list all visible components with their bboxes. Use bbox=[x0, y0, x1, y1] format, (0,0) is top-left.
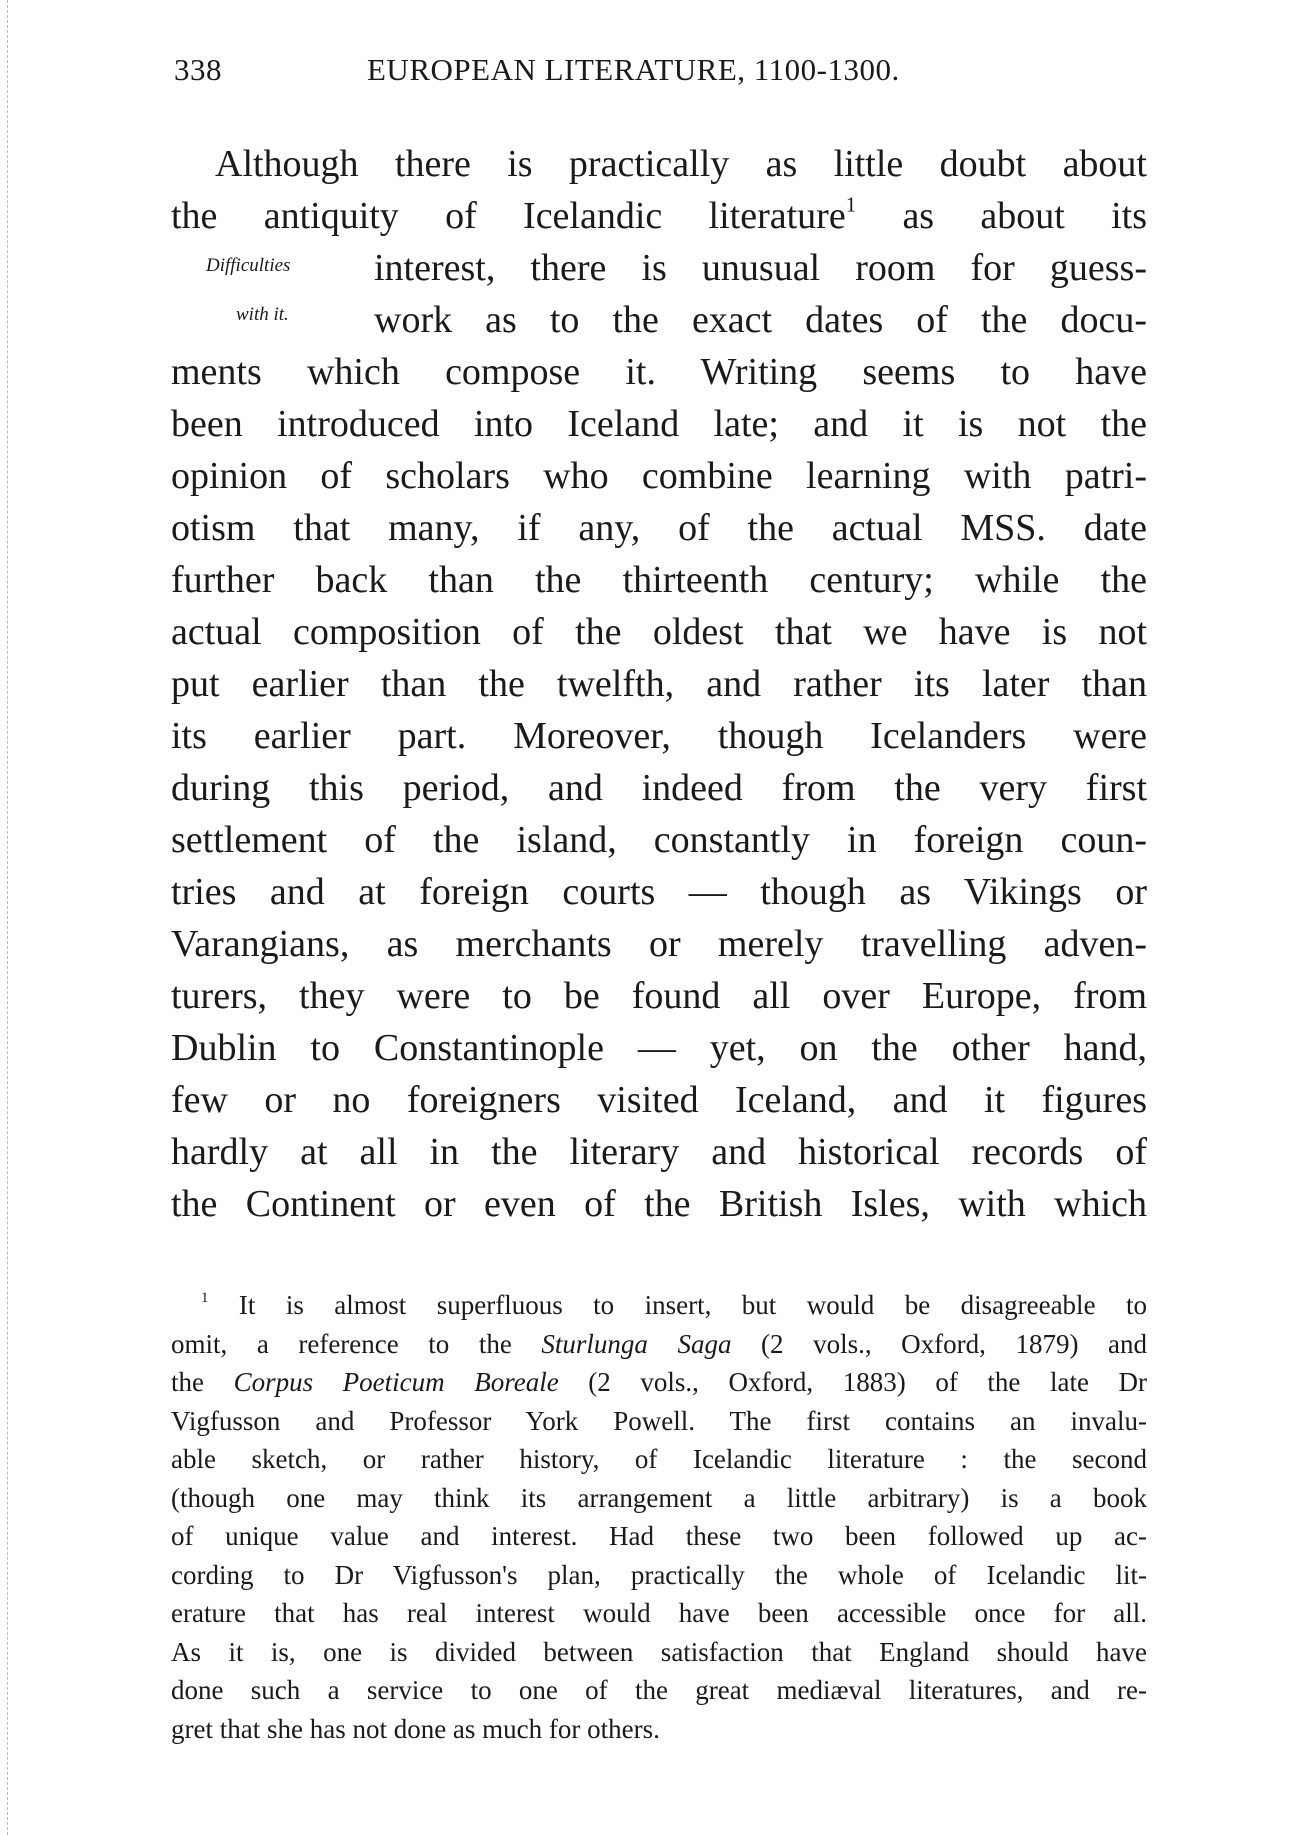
text-run: further back than the thirteenth century; while the bbox=[171, 559, 1147, 601]
body-line bbox=[171, 398, 1147, 450]
text-run: its earlier part. Moreover, though Icelanders were bbox=[171, 715, 1147, 757]
body-line bbox=[171, 190, 1147, 242]
text-run: work as to the exact dates of the docu- bbox=[374, 299, 1147, 341]
body-line bbox=[171, 1022, 1147, 1074]
text-run: (2 vols., Oxford, 1879) and bbox=[731, 1328, 1147, 1359]
body-line bbox=[374, 294, 1147, 346]
text-run: Although there is practically as little doubt about bbox=[215, 143, 1147, 185]
text-run: the bbox=[171, 1367, 234, 1397]
page-edge-scan-artifact bbox=[7, 0, 8, 1835]
footnote-line bbox=[171, 1556, 1147, 1595]
text-run: the Continent or even of the British Isles, with which bbox=[171, 1183, 1147, 1225]
italic-title: Corpus Poeticum Boreale bbox=[233, 1367, 559, 1397]
text-run: done such a service to one of the great mediæval literatures, and re- bbox=[171, 1675, 1147, 1705]
text-run: during this period, and indeed from the very first bbox=[171, 767, 1147, 809]
text-run: (though one may think its arrangement a little arbitrary) is a book bbox=[171, 1482, 1147, 1513]
text-run: tries and at foreign courts — though as Vikings or bbox=[171, 871, 1147, 913]
body-line bbox=[171, 814, 1147, 866]
body-line bbox=[171, 1126, 1147, 1178]
footnote-line bbox=[171, 1710, 1147, 1749]
text-run: erature that has real interest would have been accessible once for all. bbox=[171, 1598, 1147, 1628]
text-run: been introduced into Iceland late; and it is not the bbox=[171, 403, 1147, 445]
body-line bbox=[171, 1178, 1147, 1230]
text-run: put earlier than the twelfth, and rather its later than bbox=[171, 663, 1147, 705]
text-run: hardly at all in the literary and historical records of bbox=[171, 1131, 1147, 1173]
text-run: Dublin to Constantinople — yet, on the other hand, bbox=[171, 1027, 1147, 1069]
body-line bbox=[171, 866, 1147, 918]
body-text bbox=[171, 138, 1147, 1230]
text-run: turers, they were to be found all over Europe, from bbox=[171, 975, 1147, 1017]
footnote bbox=[171, 1286, 1147, 1748]
text-run: gret that she has not done as much for others. bbox=[171, 1713, 660, 1744]
text-run: (2 vols., Oxford, 1883) of the late Dr bbox=[558, 1367, 1147, 1397]
text-run: otism that many, if any, of the actual MSS. date bbox=[171, 507, 1147, 549]
text-run: cording to Dr Vigfusson's plan, practically the whole of Icelandic lit- bbox=[171, 1559, 1147, 1590]
footnote-line bbox=[171, 1517, 1147, 1556]
text-run: It is almost superfluous to insert, but would be disagreeable to bbox=[208, 1290, 1147, 1320]
text-run: Vigfusson and Professor York Powell. The first contains an invalu- bbox=[171, 1405, 1147, 1436]
body-line bbox=[171, 970, 1147, 1022]
text-run: of unique value and interest. Had these two been followed up ac- bbox=[171, 1521, 1147, 1551]
text-run: Varangians, as merchants or merely travelling adven- bbox=[171, 923, 1147, 965]
body-line bbox=[171, 658, 1147, 710]
footnote-line bbox=[171, 1671, 1147, 1710]
text-run: ments which compose it. Writing seems to have bbox=[171, 351, 1147, 393]
italic-title: Sturlunga Saga bbox=[541, 1328, 732, 1359]
footnote-line bbox=[171, 1325, 1147, 1364]
footnote-line bbox=[171, 1479, 1147, 1518]
text-run: as about its bbox=[856, 195, 1148, 237]
text-run: omit, a reference to the bbox=[171, 1328, 542, 1359]
footnote-line bbox=[171, 1594, 1147, 1633]
footnote-line bbox=[171, 1402, 1147, 1441]
body-line bbox=[171, 554, 1147, 606]
body-line bbox=[171, 346, 1147, 398]
text-run: able sketch, or rather history, of Icelandic literature : the second bbox=[171, 1444, 1147, 1474]
footnote-line bbox=[171, 1633, 1147, 1672]
running-head bbox=[174, 52, 954, 88]
text-run: settlement of the island, constantly in foreign coun- bbox=[171, 819, 1147, 861]
body-line bbox=[171, 1074, 1147, 1126]
body-line bbox=[171, 762, 1147, 814]
running-title: EUROPEAN LITERATURE, 1100-1300. bbox=[367, 52, 900, 87]
body-line bbox=[171, 710, 1147, 762]
body-line bbox=[171, 138, 1147, 190]
body-line bbox=[171, 450, 1147, 502]
text-run: the antiquity of Icelandic literature bbox=[171, 195, 846, 237]
footnote-line bbox=[171, 1286, 1147, 1325]
page-number: 338 bbox=[174, 52, 222, 87]
text-run: actual composition of the oldest that we have is not bbox=[171, 611, 1147, 653]
body-line bbox=[171, 918, 1147, 970]
footnote-line bbox=[171, 1440, 1147, 1479]
body-line bbox=[374, 242, 1147, 294]
body-line bbox=[171, 502, 1147, 554]
text-run: few or no foreigners visited Iceland, and it figures bbox=[171, 1079, 1147, 1121]
body-line bbox=[171, 606, 1147, 658]
text-run: As it is, one is divided between satisfaction that England should have bbox=[171, 1636, 1147, 1667]
text-run: interest, there is unusual room for guess- bbox=[374, 247, 1147, 289]
footnote-line bbox=[171, 1363, 1147, 1402]
margin-note-line: Difficulties bbox=[206, 255, 291, 276]
footnote-marker: 1 bbox=[845, 192, 857, 217]
margin-note-line: with it. bbox=[236, 304, 289, 325]
text-run: opinion of scholars who combine learning with patri- bbox=[171, 455, 1147, 497]
footnote-marker: 1 bbox=[201, 1290, 209, 1307]
